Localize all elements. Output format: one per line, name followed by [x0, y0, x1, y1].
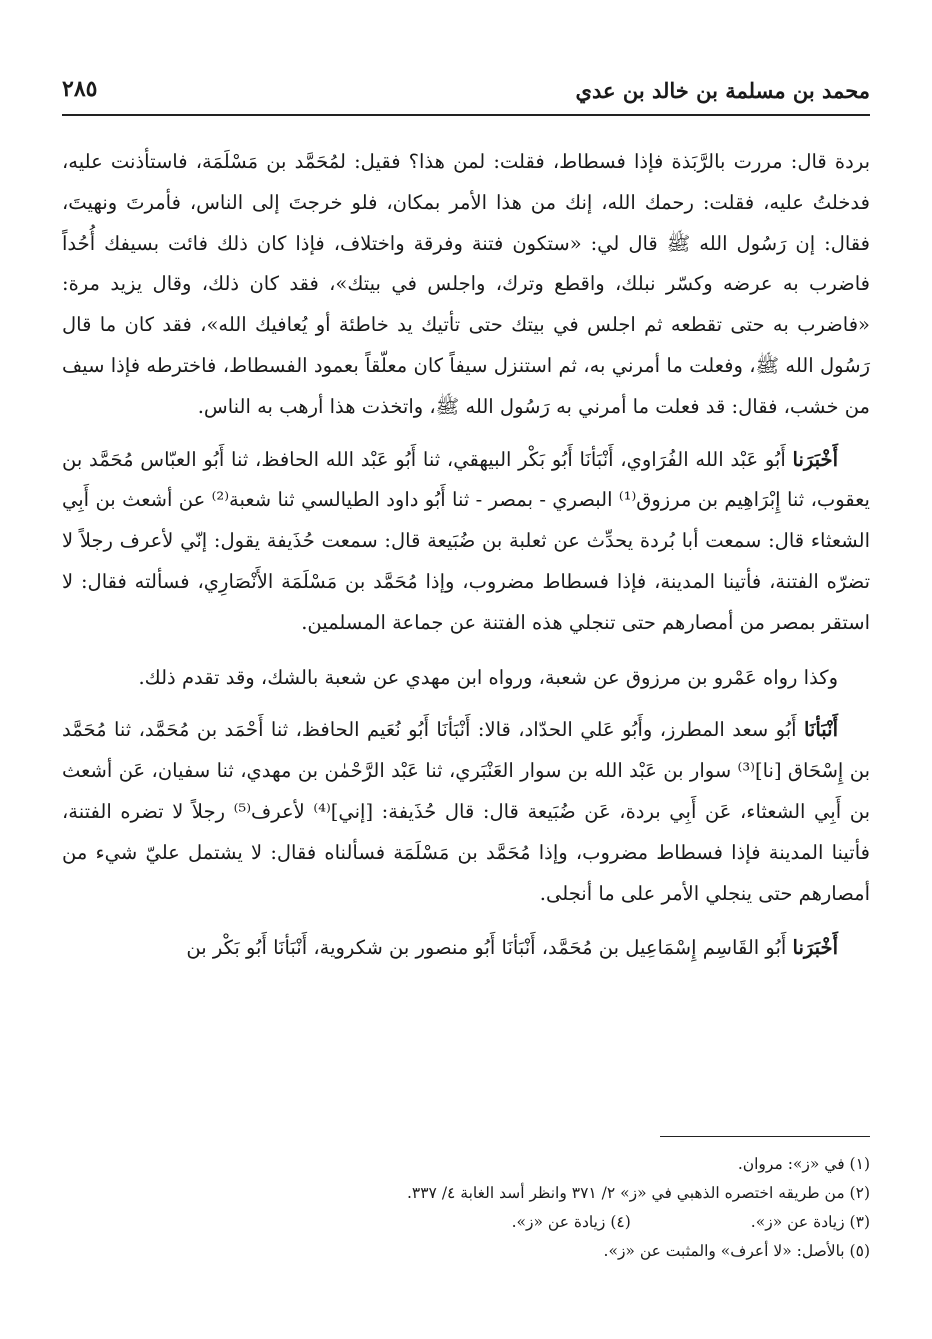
footnote-2: (٢) من طريقه اختصره الذهبي في «ز» ٢/ ٣٧١ وانظر أسد الغابة ٤/ ٣٣٧. [406, 1184, 870, 1202]
main-text [62, 142, 870, 983]
header-rule [62, 114, 870, 116]
footnote-3: (٣) زيادة عن «ز». [750, 1213, 870, 1231]
page-number: ٢٨٥ [62, 76, 98, 102]
footnote-row-3-4 [62, 1208, 870, 1237]
footnote-rule [660, 1136, 870, 1137]
paragraph-text: أَبُو القَاسِم إِسْمَاعِيل بن مُحَمَّد، أَنْبَأنَا أَبُو منصور بن شكروية، أَنْبَأنَا أَبُو بَكْر بن [186, 936, 793, 960]
paragraph [62, 142, 870, 428]
paragraph-text: أَبُو عَبْد الله الفُرَاوي، أَنْبَأنَا أَبُو بَكْر البيهقي، ثنا أَبُو عَبْد الله الحافظ، ثنا أَبُو العبّاس مُحَمَّد بن يعقوب، ثنا إِبْرَاهِيم بن مرزوق⁽¹⁾ البصري - بمصر - ثنا أَبُو داود الطيالسي ثنا شعبة⁽²⁾ عن أشعث بن أَبِي الشعثاء قال: سمعت أبا بُردة يحدِّث عن ثعلبة بن ضُبَيعة قال: سمعت حُذَيفة يقول: إنّي لأعرف رجلاً لا تضرّه الفتنة، فأتينا المدينة، فإذا فسطاط مضروب، وإذا مُحَمَّد بن مَسْلَمَة الأَنْصَارِي، فسألته فقال: لا استقر بمصر من أمصارهم حتى تنجلي هذه الفتنة عن جماعة المسلمين. [62, 447, 870, 634]
paragraph [62, 440, 870, 644]
footnotes [62, 1150, 870, 1266]
footnote-5: (٥) بالأصل: «لا أعرف» والمثبت عن «ز». [603, 1242, 870, 1260]
paragraph-lead: أَخْبَرَنا [792, 447, 838, 471]
paragraph-lead: أَنْبَأنَا [803, 718, 838, 742]
paragraph-text: أَبُو سعد المطرز، وأَبُو عَلي الحدّاد، قالا: أَنْبَأنَا أَبُو نُعَيم الحافظ، ثنا أَحْمَد بن مُحَمَّد، ثنا مُحَمَّد بن إِسْحَاق [نا]⁽³⁾ سوار بن عَبْد الله بن سوار العَنْبَري، ثنا عَبْد الرَّحْمٰن بن مهدي، ثنا سفيان، عَن أشعث بن أَبِي الشعثاء، عَن أَبِي بردة، عَن ضُبَيعة قال: قال حُذَيفة: [إني]⁽⁴⁾ لأعرف⁽⁵⁾ رجلاً لا تضره الفتنة، فأتينا المدينة فإذا فسطاط مضروب، وإذا مُحَمَّد بن مَسْلَمَة فسألناه فقال: لا يشتمل عليّ شيء من أمصارهم حتى ينجلي الأمر على ما أنجلى. [62, 718, 870, 905]
running-title: محمد بن مسلمة بن خالد بن عدي [575, 78, 870, 103]
page-header [62, 72, 870, 112]
footnote-4: (٤) زيادة عن «ز». [511, 1213, 631, 1231]
paragraph-lead: أَخْبَرَنا [792, 936, 838, 960]
footnote-1: (١) في «ز»: مروان. [737, 1155, 870, 1173]
paragraph [62, 710, 870, 914]
paragraph-text: بردة قال: مررت بالرَّبَذة فإذا فسطاط، فقلت: لمن هذا؟ فقيل: لمُحَمَّد بن مَسْلَمَة، فاستأذنت عليه، فدخلتُ عليه، فقلت: رحمك الله، إنك من هذا الأمر بمكان، فلو خرجتَ إلى الناس، فأمرتَ ونهيتَ، فقال: إن رَسُول الله ﷺ قال لي: «ستكون فتنة وفرقة واختلاف، فإذا كان ذلك فائت بسيفك أُحُداً فاضرب به عرضه وكسّر نبلك، واقطع وترك، واجلس في بيتك»، فقد كان ذلك، وقال يزيد مرة: «فاضرب به حتى تقطعه ثم اجلس في بيتك حتى تأتيك يد خاطئة أو يُعافيك الله»، فقد كان ما قال رَسُول الله ﷺ، وفعلت ما أمرني به، ثم استنزل سيفاً كان معلّقاً بعمود الفسطاط، فاخترطه فإذا سيف من خشب، فقال: قد فعلت ما أمرني به رَسُول الله ﷺ، واتخذت هذا أرهب به الناس. [62, 150, 870, 418]
paragraph [62, 928, 870, 969]
paragraph-text: وكذا رواه عَمْرو بن مرزوق عن شعبة، ورواه ابن مهدي عن شعبة بالشك، وقد تقدم ذلك. [138, 665, 838, 689]
paragraph [62, 658, 870, 699]
